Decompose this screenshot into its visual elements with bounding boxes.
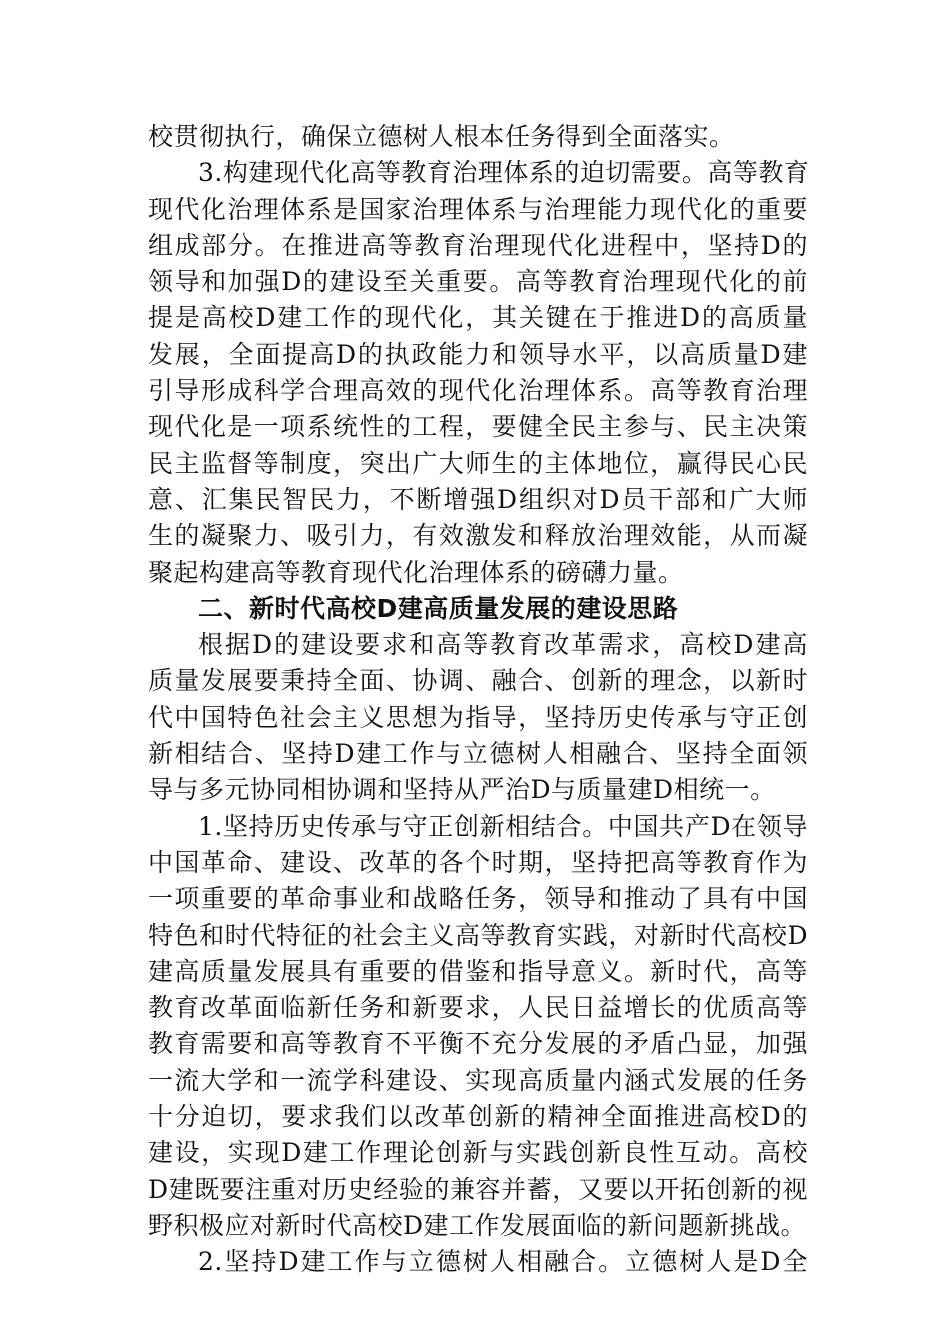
paragraph-line: 导与多元协同相协调和坚持从严治D与质量建D相统一。: [148, 775, 776, 805]
paragraph-line: 教育改革面临新任务和新要求，人民日益增长的优质高等: [148, 993, 808, 1023]
paragraph-line: 特色和时代特征的社会主义高等教育实践，对新时代高校D: [148, 920, 808, 950]
paragraph-line: 现代化治理体系是国家治理体系与治理能力现代化的重要: [148, 194, 808, 224]
paragraph-line: 建设，实现D建工作理论创新与实践创新良性互动。高校: [148, 1138, 808, 1168]
paragraph-line: 聚起构建高等教育现代化治理体系的磅礴力量。: [148, 557, 684, 587]
paragraph-line: 引导形成科学合理高效的现代化治理体系。高等教育治理: [148, 376, 808, 406]
paragraph-line: 意、汇集民智民力，不断增强D组织对D员干部和广大师: [148, 484, 808, 514]
paragraph-line: 发展，全面提高D的执政能力和领导水平，以高质量D建: [148, 339, 808, 369]
paragraph-line: 2.坚持D建工作与立德树人相融合。立德树人是D全: [198, 1247, 808, 1277]
paragraph-line: 新相结合、坚持D建工作与立德树人相融合、坚持全面领: [148, 739, 808, 769]
paragraph-line: 校贯彻执行，确保立德树人根本任务得到全面落实。: [148, 122, 735, 151]
section-heading: 二、新时代高校D建高质量发展的建设思路: [198, 593, 679, 623]
paragraph-line: 建高质量发展具有重要的借鉴和指导意义。新时代，高等: [148, 956, 808, 986]
paragraph-line: 现代化是一项系统性的工程，要健全民主参与、民主决策: [148, 412, 808, 442]
paragraph-line: 提是高校D建工作的现代化，其关键在于推进D的高质量: [148, 303, 808, 333]
paragraph-line: 民主监督等制度，突出广大师生的主体地位，赢得民心民: [148, 448, 808, 478]
paragraph-line: 生的凝聚力、吸引力，有效激发和释放治理效能，从而凝: [148, 521, 808, 551]
paragraph-line: 一流大学和一流学科建设、实现高质量内涵式发展的任务: [148, 1065, 808, 1095]
paragraph-line: 领导和加强D的建设至关重要。高等教育治理现代化的前: [148, 267, 808, 297]
paragraph-line: D建既要注重对历史经验的兼容并蓄，又要以开拓创新的视: [148, 1174, 808, 1204]
paragraph-line: 质量发展要秉持全面、协调、融合、创新的理念，以新时: [148, 666, 808, 696]
paragraph-line: 根据D的建设要求和高等教育改革需求，高校D建高: [198, 630, 808, 660]
paragraph-line: 教育需要和高等教育不平衡不充分发展的矛盾凸显，加强: [148, 1029, 808, 1059]
paragraph-line: 中国革命、建设、改革的各个时期，坚持把高等教育作为: [148, 847, 808, 877]
paragraph-line: 代中国特色社会主义思想为指导，坚持历史传承与守正创: [148, 702, 808, 732]
paragraph-line: 一项重要的革命事业和战略任务，领导和推动了具有中国: [148, 884, 808, 914]
paragraph-line: 十分迫切，要求我们以改革创新的精神全面推进高校D的: [148, 1102, 808, 1132]
body-text: [148, 119, 808, 1281]
paragraph-line: 1.坚持历史传承与守正创新相结合。中国共产D在领导: [198, 811, 808, 841]
paragraph-line: 3.构建现代化高等教育治理体系的迫切需要。高等教育: [198, 158, 810, 188]
paragraph-line: 野积极应对新时代高校D建工作发展面临的新问题新挑战。: [148, 1210, 807, 1240]
paragraph-line: 组成部分。在推进高等教育治理现代化进程中，坚持D的: [148, 230, 808, 260]
